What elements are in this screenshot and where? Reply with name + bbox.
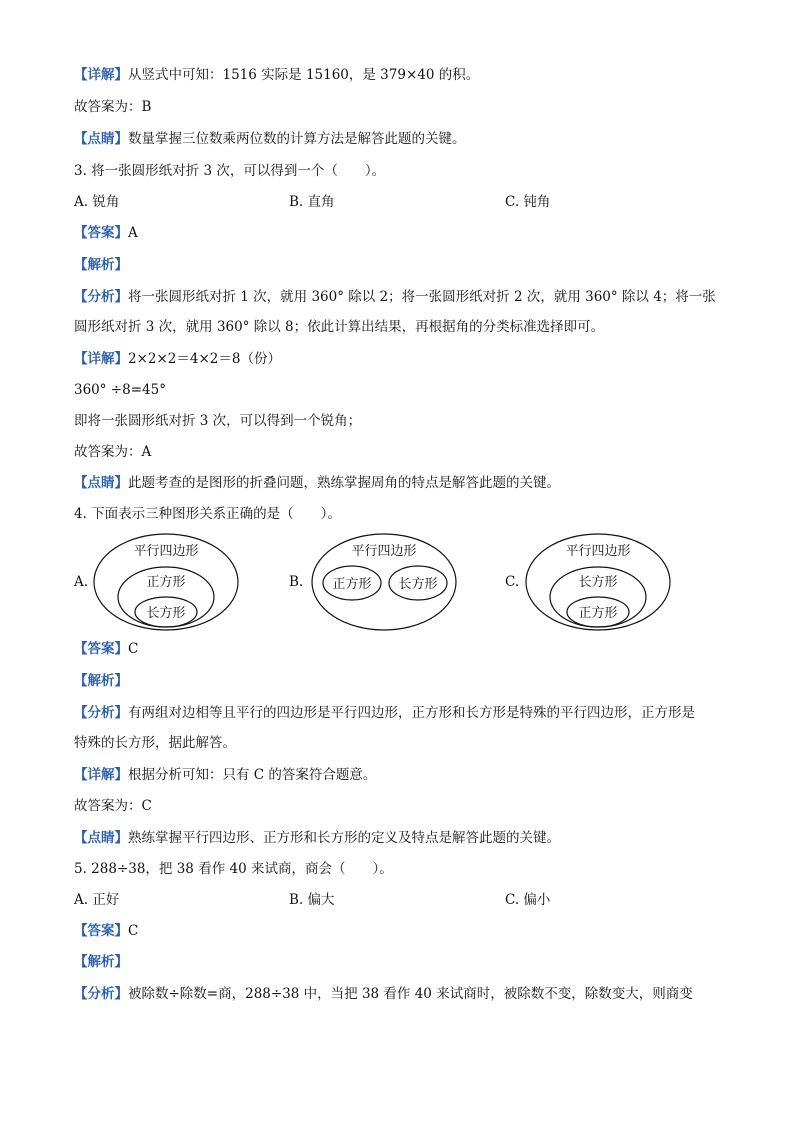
q4-analysis-2: 特殊的长方形，据此解答。 <box>74 735 236 751</box>
q4-option-b: B. <box>289 574 304 590</box>
q3-option-c: C. 钝角 <box>505 194 551 210</box>
tip-line <box>74 130 466 148</box>
label-outer: 平行四边形 <box>351 544 417 559</box>
analysis-text: 有两组对边相等且平行的四边形是平行四边形，正方形和长方形是特殊的平行四边形，正方形是 <box>128 705 695 721</box>
label-middle: 正方形 <box>146 575 186 590</box>
q4-tip <box>74 829 560 847</box>
q5-jiexi <box>74 953 128 971</box>
answer-line: 故答案为：B <box>74 99 152 115</box>
question-4: 4. 下面表示三种图形关系正确的是（ ）。 <box>74 506 341 522</box>
q5-answer <box>74 922 138 940</box>
q3-option-a: A. 锐角 <box>74 194 120 210</box>
venn-diagram-a <box>90 530 242 634</box>
q3-tip <box>74 474 560 492</box>
tip-tag: 【点睛】 <box>74 131 128 147</box>
label-inner: 长方形 <box>146 606 186 621</box>
q5-analysis <box>74 985 693 1003</box>
tip-text: 此题考查的是图形的折叠问题，熟练掌握周角的特点是解答此题的关键。 <box>128 475 560 491</box>
q3-option-b: B. 直角 <box>289 194 335 210</box>
jiexi-tag: 【解析】 <box>74 257 128 273</box>
label-inner: 正方形 <box>578 606 618 621</box>
answer-value: C <box>128 923 139 939</box>
venn-diagram-b <box>308 530 460 634</box>
tip-text: 熟练掌握平行四边形、正方形和长方形的定义及特点是解答此题的关键。 <box>128 830 560 846</box>
tip-tag: 【点睛】 <box>74 475 128 491</box>
q4-analysis-1 <box>74 704 695 722</box>
label-outer: 平行四边形 <box>133 544 199 559</box>
q4-conclusion: 故答案为：C <box>74 798 152 814</box>
q3-analysis-2: 圆形纸对折 3 次，就用 360° 除以 8；依此计算出结果，再根据角的分类标准选择即可。 <box>74 319 605 335</box>
q5-option-a: A. 正好 <box>74 892 120 908</box>
q3-detail-3: 即将一张圆形纸对折 3 次，可以得到一个锐角； <box>74 413 362 429</box>
analysis-text: 被除数÷除数=商，288÷38 中，当把 38 看作 40 来试商时，被除数不变，除数变大，则商变 <box>128 986 693 1002</box>
jiexi-tag: 【解析】 <box>74 954 128 970</box>
answer-value: A <box>128 225 138 241</box>
tip-text: 数量掌握三位数乘两位数的计算方法是解答此题的关键。 <box>128 131 466 147</box>
answer-tag: 【答案】 <box>74 225 128 241</box>
detail-text: 2×2×2＝4×2＝8（份） <box>128 351 281 367</box>
question-5: 5. 288÷38，把 38 看作 40 来试商，商会（ ）。 <box>74 861 393 877</box>
detail-tag: 【详解】 <box>74 351 128 367</box>
q4-jiexi <box>74 672 128 690</box>
analysis-tag: 【分析】 <box>74 705 128 721</box>
label-middle: 长方形 <box>578 575 618 590</box>
q3-detail-1 <box>74 350 281 368</box>
q3-answer <box>74 224 138 242</box>
detail-line <box>74 66 479 84</box>
detail-tag: 【详解】 <box>74 67 128 83</box>
venn-diagram-c <box>522 530 674 634</box>
detail-text: 从竖式中可知：1516 实际是 15160，是 379×40 的积。 <box>128 67 480 83</box>
jiexi-tag: 【解析】 <box>74 673 128 689</box>
detail-tag: 【详解】 <box>74 767 128 783</box>
answer-tag: 【答案】 <box>74 923 128 939</box>
q3-jiexi <box>74 256 128 274</box>
tip-tag: 【点睛】 <box>74 830 128 846</box>
q3-conclusion: 故答案为：A <box>74 444 152 460</box>
q4-option-c: C. <box>505 574 520 590</box>
answer-tag: 【答案】 <box>74 641 128 657</box>
analysis-tag: 【分析】 <box>74 986 128 1002</box>
label-outer: 平行四边形 <box>565 544 631 559</box>
q5-option-b: B. 偏大 <box>289 892 335 908</box>
label-left: 正方形 <box>332 577 372 592</box>
q5-option-c: C. 偏小 <box>505 892 551 908</box>
q4-detail <box>74 766 376 784</box>
detail-text: 根据分析可知：只有 C 的答案符合题意。 <box>128 767 377 783</box>
analysis-text: 将一张圆形纸对折 1 次，就用 360° 除以 2；将一张圆形纸对折 2 次，就用 360° 除以 4；将一张 <box>128 289 716 305</box>
q3-analysis-1 <box>74 288 716 306</box>
label-right: 长方形 <box>398 577 438 592</box>
question-3: 3. 将一张圆形纸对折 3 次，可以得到一个（ ）。 <box>74 163 386 179</box>
q4-option-a: A. <box>74 574 89 590</box>
q3-detail-2: 360° ÷8=45° <box>74 382 166 398</box>
q4-answer <box>74 640 138 658</box>
analysis-tag: 【分析】 <box>74 289 128 305</box>
answer-value: C <box>128 641 139 657</box>
